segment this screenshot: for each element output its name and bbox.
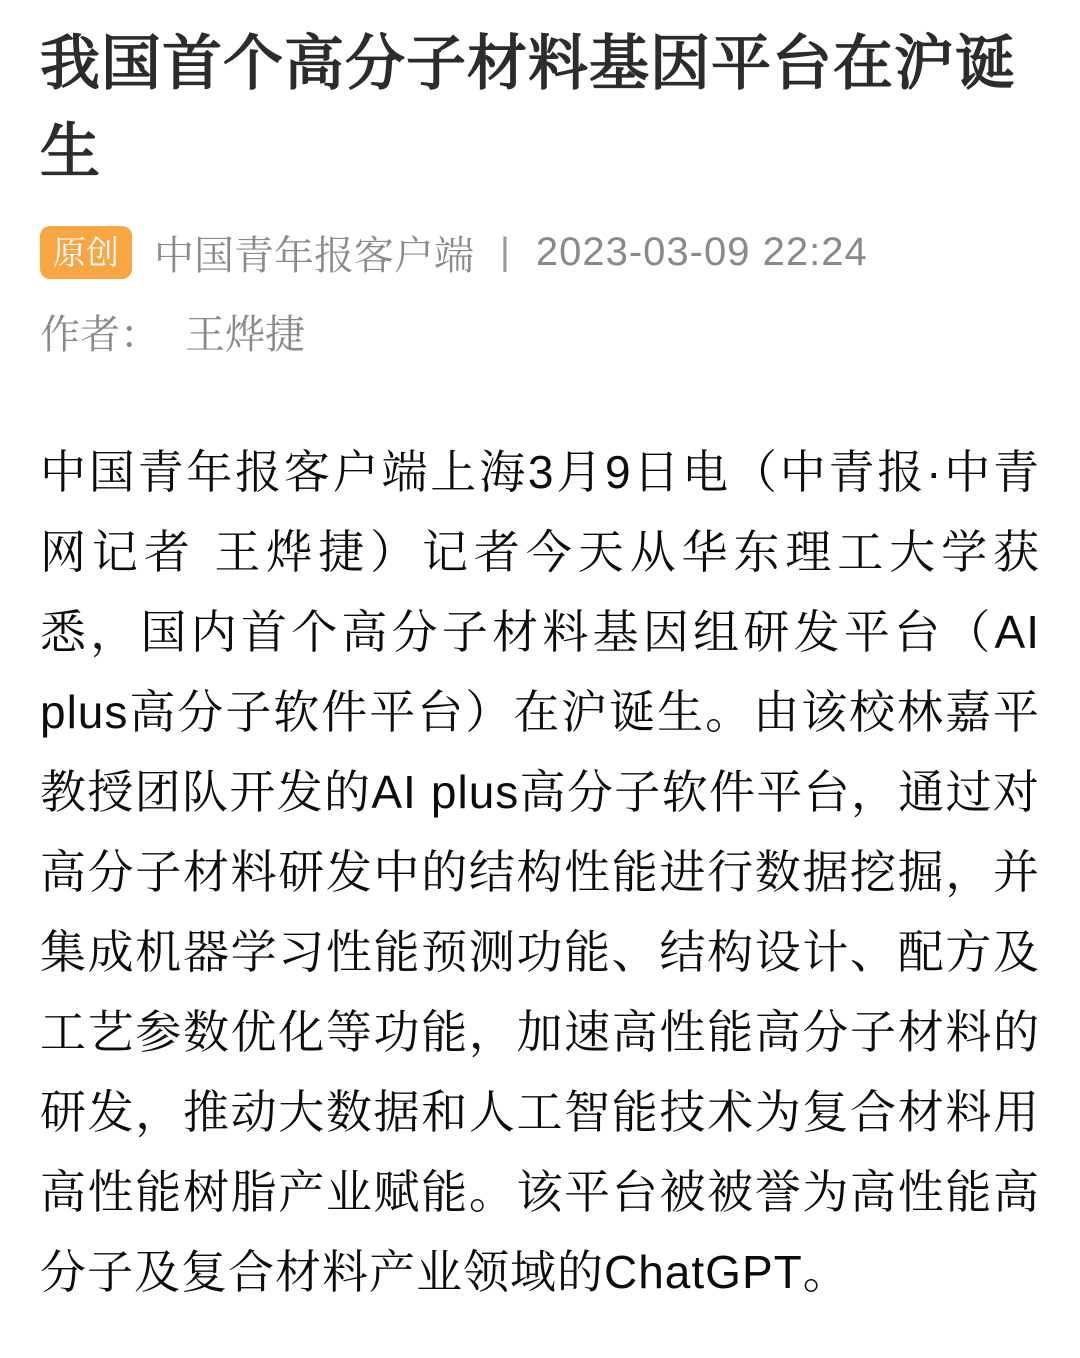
author-name: 王烨捷 xyxy=(185,313,306,357)
author-label: 作者： xyxy=(40,313,160,357)
article-title: 我国首个高分子材料基因平台在沪诞生 xyxy=(40,30,1016,185)
publish-datetime: 2023-03-09 22:24 xyxy=(535,230,868,274)
meta-separator: | xyxy=(500,231,510,273)
source-name[interactable]: 中国青年报客户端 xyxy=(154,234,474,278)
original-badge: 原创 xyxy=(40,226,132,279)
article-meta-row xyxy=(40,224,1040,281)
author-row xyxy=(40,303,1040,360)
article-body: 中国青年报客户端上海3月9日电（中青报·中青网记者 王烨捷）记者今天从华东理工大学获悉，国内首个高分子材料基因组研发平台（AI plus高分子软件平台）在沪诞生。由该校林嘉平教授团队开发的AI plus高分子软件平台，通过对高分子材料研发中的结构性能进行数据挖掘，并集成机器学习性能预测功能、结构设计、配方及工艺参数优化等功能，加速高性能高分子材料的研发，推动大数据和人工智能技术为复合材料用高性能树脂产业赋能。该平台被被誉为高性能高分子及复合材料产业领域的ChatGPT。 xyxy=(40,446,1040,1298)
